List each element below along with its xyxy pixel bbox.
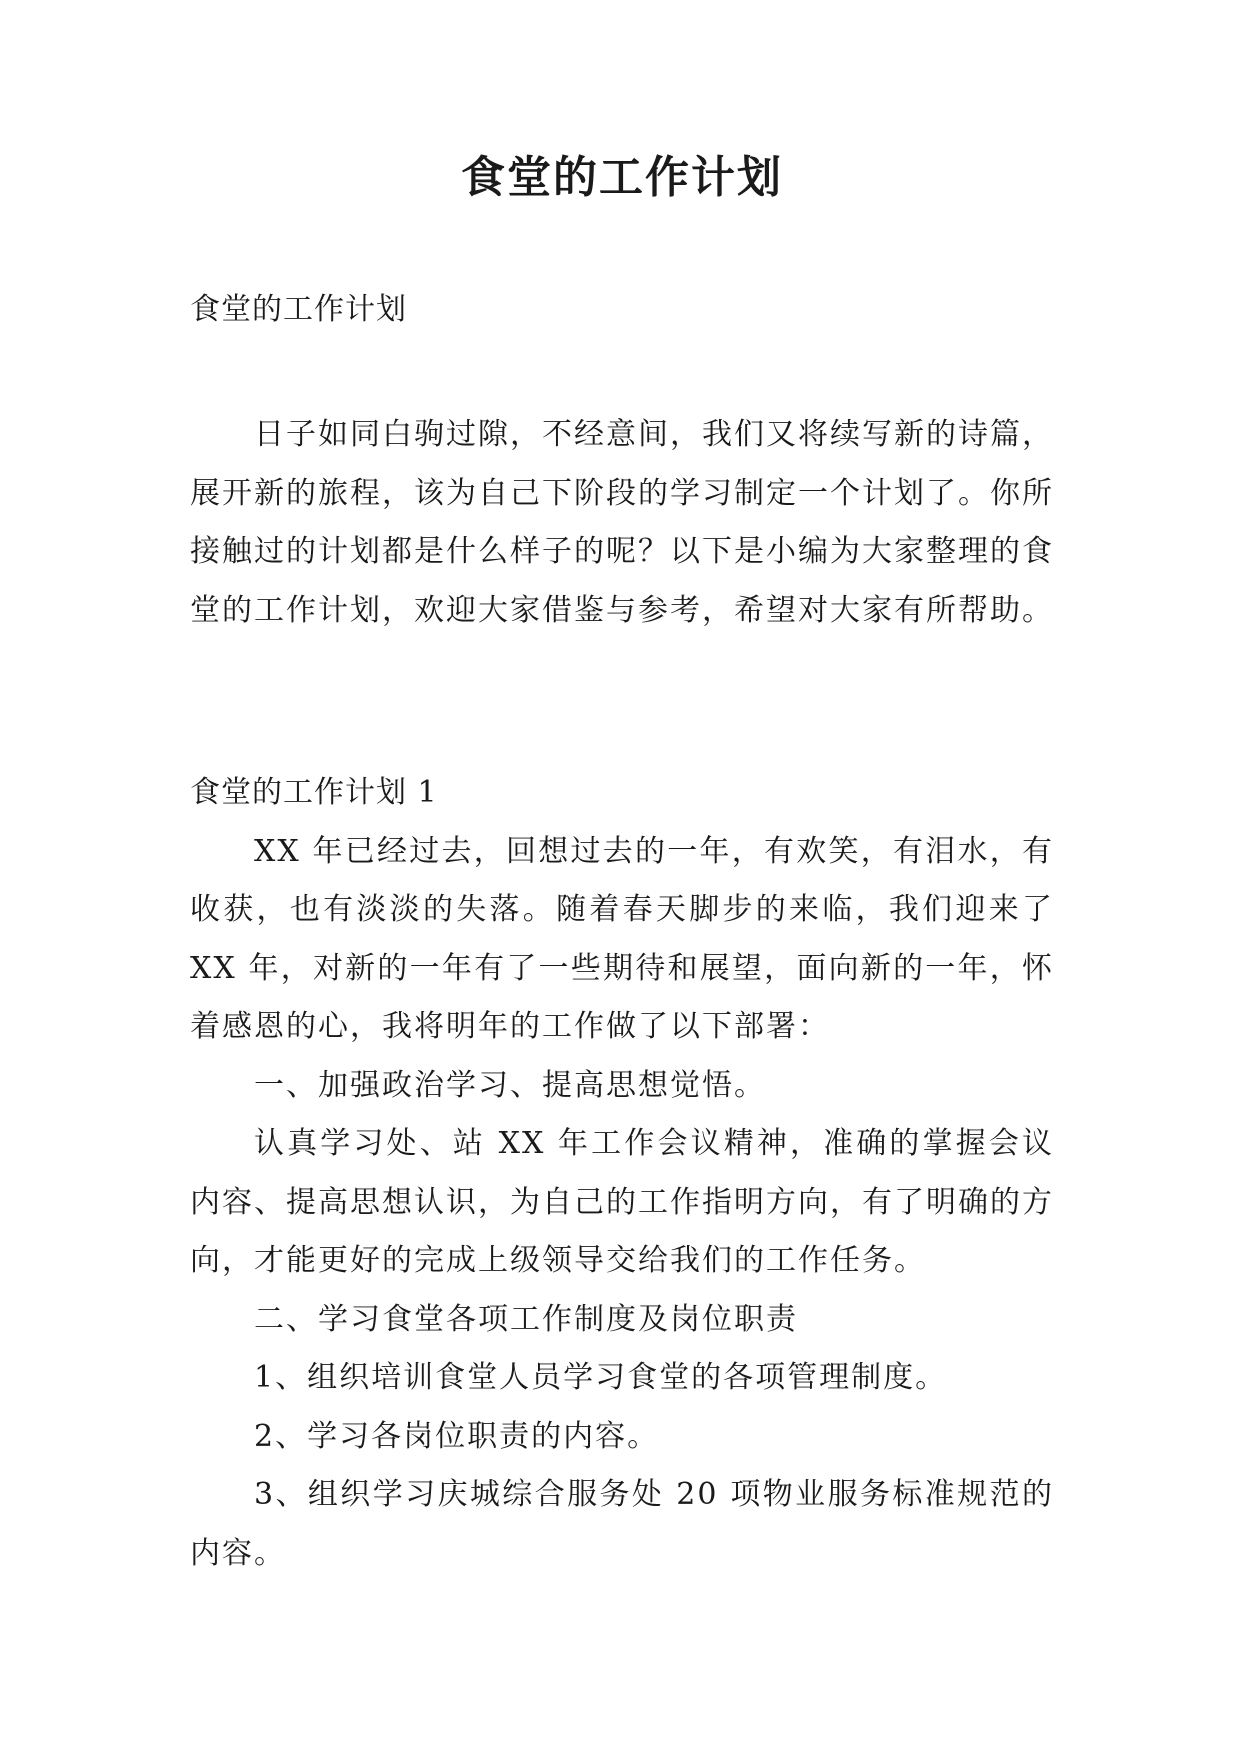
document-title: 食堂的工作计划: [461, 152, 783, 203]
body-paragraph: XX 年已经过去，回想过去的一年，有欢笑，有泪水，有收获，也有淡淡的失落。随着春天脚步的来临，我们迎来了XX 年，对新的一年有了一些期待和展望，面向新的一年，怀着感恩的心，我将明年的工作做了以下部署：: [190, 833, 1054, 1044]
body-paragraph: 一、加强政治学习、提高思想觉悟。: [254, 1067, 766, 1103]
section-heading: 食堂的工作计划 1: [190, 775, 438, 810]
body-paragraph: 认真学习处、站 XX 年工作会议精神，准确的掌握会议内容、提高思想认识，为自己的工作指明方向，有了明确的方向，才能更好的完成上级领导交给我们的工作任务。: [190, 1126, 1054, 1278]
document-subtitle: 食堂的工作计划: [190, 292, 407, 327]
body-paragraph: 3、组织学习庆城综合服务处 20 项物业服务标准规范的内容。: [190, 1477, 1054, 1571]
intro-paragraph: 日子如同白驹过隙，不经意间，我们又将续写新的诗篇，展开新的旅程，该为自己下阶段的学习制定一个计划了。你所接触过的计划都是什么样子的呢？以下是小编为大家整理的食堂的工作计划，欢迎大家借鉴与参考，希望对大家有所帮助。: [190, 417, 1054, 628]
body-paragraph: 1、组织培训食堂人员学习食堂的各项管理制度。: [254, 1360, 948, 1395]
body-paragraph: 二、学习食堂各项工作制度及岗位职责: [254, 1301, 798, 1337]
section-plan-1: [190, 764, 1054, 1583]
body-paragraph: 2、学习各岗位职责的内容。: [254, 1418, 660, 1454]
document-page: [190, 0, 1054, 1754]
